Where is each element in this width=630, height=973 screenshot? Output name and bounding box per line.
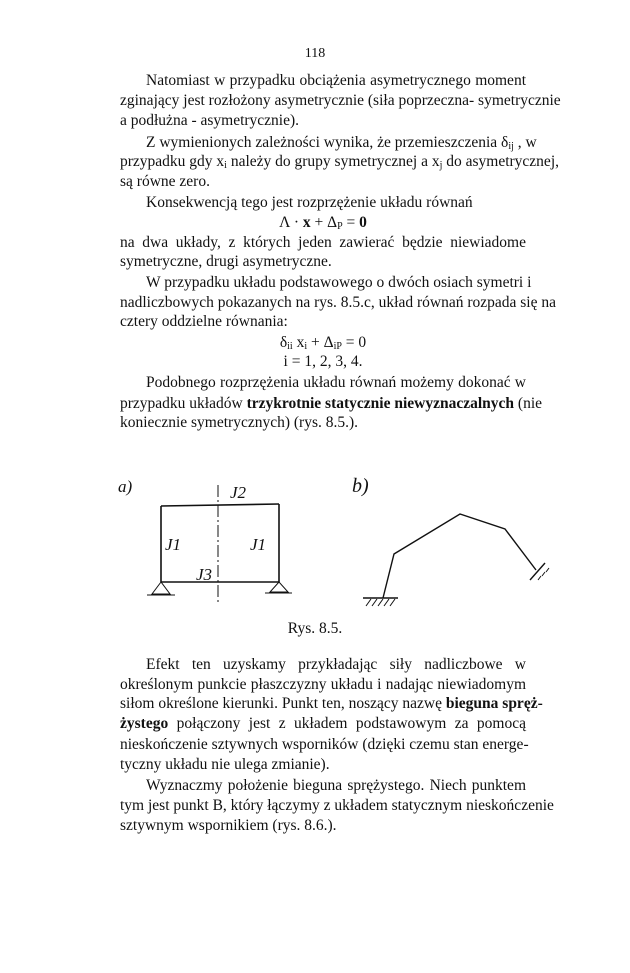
text: (nie <box>514 395 543 412</box>
text: połączony jest z układem podstawowym za pomocą <box>168 715 526 732</box>
text-line <box>146 133 537 153</box>
label-j1-right: J1 <box>250 535 267 554</box>
equation <box>120 213 526 233</box>
label-j1-left: J1 <box>165 535 182 554</box>
text-line: zginający jest rozłożony asymetrycznie (siła poprzeczna- symetrycznie <box>120 92 561 109</box>
text: siłom określone kierunki. Punkt ten, noszący nazwę <box>120 695 446 712</box>
text-line: Efekt ten uzyskamy przykładając siły nadliczbowe w <box>146 656 526 673</box>
text: + Δ <box>307 334 334 351</box>
text: = 0 <box>341 334 367 351</box>
text-line: określonym punkcie płaszczyzny układu i nadając niewiadomym <box>120 676 526 693</box>
text-line: na dwa układy, z których jeden zawierać będzie niewiadome <box>120 234 526 251</box>
subscript: ij <box>508 141 514 152</box>
subscript: ii <box>287 341 293 352</box>
text-line: nadliczbowych pokazanych na rys. 8.5.c, układ równań rozpada się na <box>120 294 556 311</box>
text: przypadku układów <box>120 395 247 412</box>
text: Λ · <box>279 214 303 231</box>
text: przypadku gdy x <box>120 153 225 170</box>
text-line: cztery oddzielne równania: <box>120 313 288 330</box>
subscript: iP <box>333 341 342 352</box>
bold-text: trzykrotnie statycznie niewyznaczalnych <box>246 395 515 412</box>
text: do asymetrycznej, <box>442 153 559 170</box>
bold-text: bieguna spręż- <box>445 695 543 712</box>
text-line <box>120 152 559 172</box>
page-number: 118 <box>304 46 326 61</box>
text: należy do grupy symetrycznej a x <box>226 153 440 170</box>
text: + Δ <box>310 214 338 231</box>
text: 0 <box>359 214 367 231</box>
text-line <box>120 714 526 734</box>
figure-8-5 <box>0 470 630 620</box>
text-line <box>120 394 543 414</box>
text-line <box>120 694 543 714</box>
equation: i = 1, 2, 3, 4. <box>283 353 363 370</box>
subscript: P <box>337 221 343 232</box>
frame-b <box>363 514 549 606</box>
text-line: są równe zero. <box>120 173 210 190</box>
subscript: j <box>439 160 443 171</box>
label-j3: J3 <box>196 565 213 584</box>
text-line: nieskończenie sztywnych wsporników (dzięki czemu stan energe- <box>120 736 529 753</box>
text: x <box>302 214 311 231</box>
text-line: symetryczne, drugi asymetryczne. <box>120 253 332 270</box>
text-line: Podobnego rozprzężenia układu równań możemy dokonać w <box>146 374 526 391</box>
text: Z wymienionych zależności wynika, że przemieszczenia δ <box>146 134 509 151</box>
text-line: W przypadku układu podstawowego o dwóch osiach symetri i <box>146 274 532 291</box>
equation <box>120 333 526 353</box>
text: x <box>292 334 305 351</box>
text-line: a podłużna - asymetrycznie). <box>120 112 300 129</box>
text: , w <box>513 134 537 151</box>
text-line: Natomiast w przypadku obciążenia asymetrycznego moment <box>146 72 526 89</box>
figure-label-a: a) <box>118 477 133 496</box>
subscript: i <box>224 160 227 171</box>
label-j2: J2 <box>230 483 247 502</box>
figure-caption: Rys. 8.5. <box>287 620 343 637</box>
text-line: Wyznaczmy położenie bieguna sprężystego. Niech punktem <box>146 777 526 794</box>
text-line: tyczny układu nie ulega zmianie). <box>120 756 330 773</box>
text: = <box>342 214 360 231</box>
text-line: tym jest punkt B, który łączymy z układem statycznym nieskończenie <box>120 797 554 814</box>
text-line: koniecznie symetrycznych) (rys. 8.5.). <box>120 414 359 431</box>
text-line: sztywnym wspornikiem (rys. 8.6.). <box>120 817 337 834</box>
subscript: i <box>304 341 308 352</box>
text: δ <box>279 334 288 351</box>
text-line: Konsekwencją tego jest rozprzężenie układu równań <box>146 194 473 211</box>
figure-label-b: b) <box>352 475 369 497</box>
bold-text: żystego <box>120 715 169 732</box>
